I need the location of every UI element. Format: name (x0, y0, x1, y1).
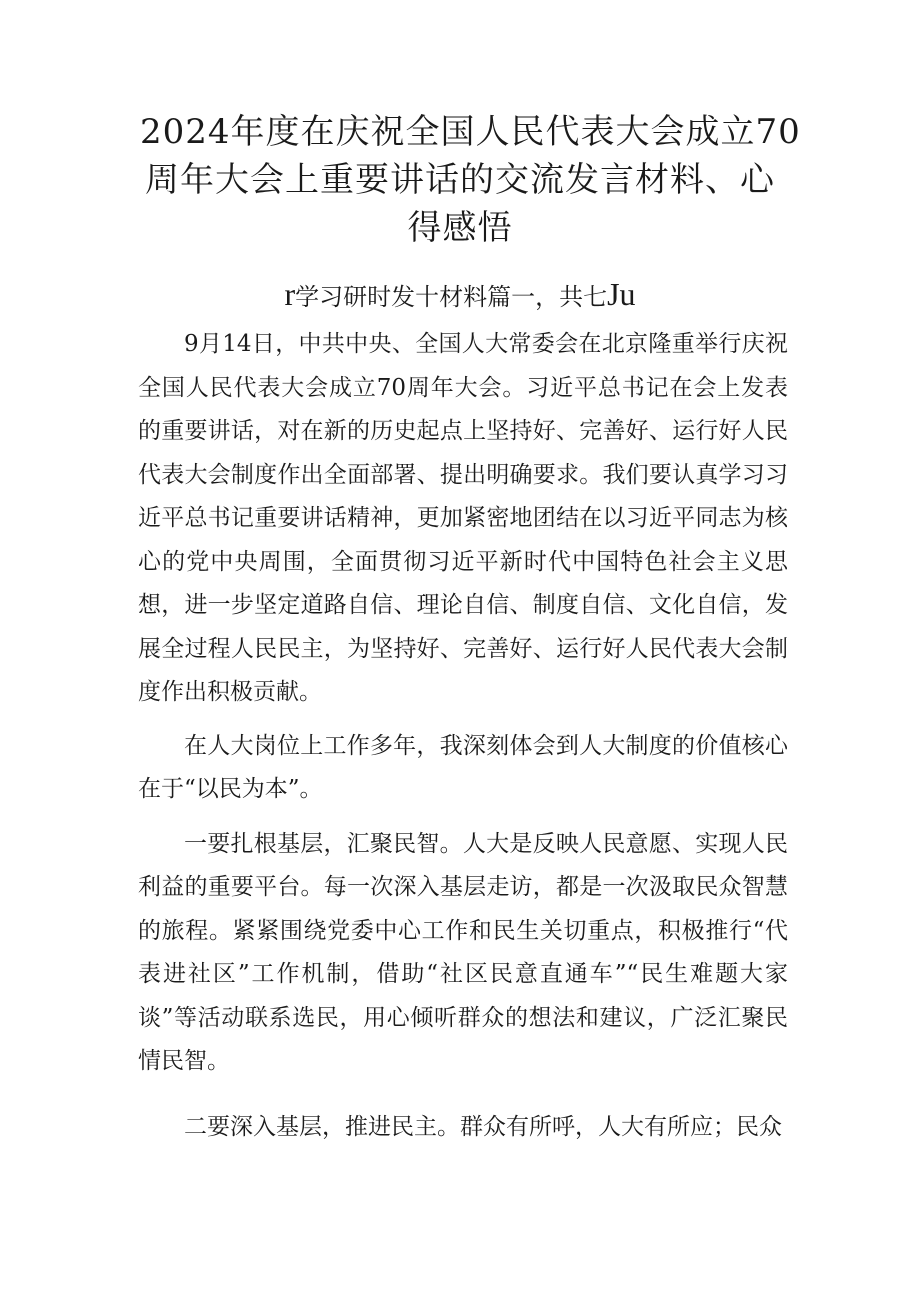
title-line-2: 周年大会上重要讲话的交流发言材料、心 (145, 160, 775, 200)
document-title (140, 108, 801, 252)
subtitle-suffix: Ju (607, 276, 636, 312)
paragraph-1: 9月14日，中共中央、全国人大常委会在北京隆重举行庆祝全国人民代表大会成立70周年大会。习近平总书记在会上发表的重要讲话，对在新的历史起点上坚持好、完善好、运行好人民代表大会制度作出全面部署、提出明确要求。我们要认真学习习近平总书记重要讲话精神，更加紧密地团结在以习近平同志为核心的党中央周围，全面贯彻习近平新时代中国特色社会主义思想，进一步坚定道路自信、理论自信、制度自信、文化自信，发展全过程人民民主，为坚持好、完善好、运行好人民代表大会制度作出积极贡献。 (138, 331, 788, 705)
paragraph-3: 一要扎根基层，汇聚民智。人大是反映人民意愿、实现人民利益的重要平台。每一次深入基层走访，都是一次汲取民众智慧的旅程。紧紧围绕党委中心工作和民生关切重点，积极推行“代表进社区”工作机制，借助“社区民意直通车”“民生难题大家谈”等活动联系选民，用心倾听群众的想法和建议，广泛汇聚民情民智。 (138, 830, 788, 1074)
subtitle-text: 学习研时发十材料篇一，共七 (295, 283, 608, 311)
document-subtitle (140, 276, 780, 315)
title-line-1: 2024年度在庆祝全国人民代表大会成立70 (140, 112, 801, 152)
document-body (138, 323, 788, 1149)
title-line-3: 得感悟 (407, 208, 513, 248)
subtitle-prefix: r (284, 276, 296, 312)
paragraph-4: 二要深入基层，推进民主。群众有所呼，人大有所应；民众 (184, 1113, 782, 1140)
paragraph-2: 在人大岗位上工作多年，我深刻体会到人大制度的价值核心在于“以民为本”。 (138, 732, 788, 802)
